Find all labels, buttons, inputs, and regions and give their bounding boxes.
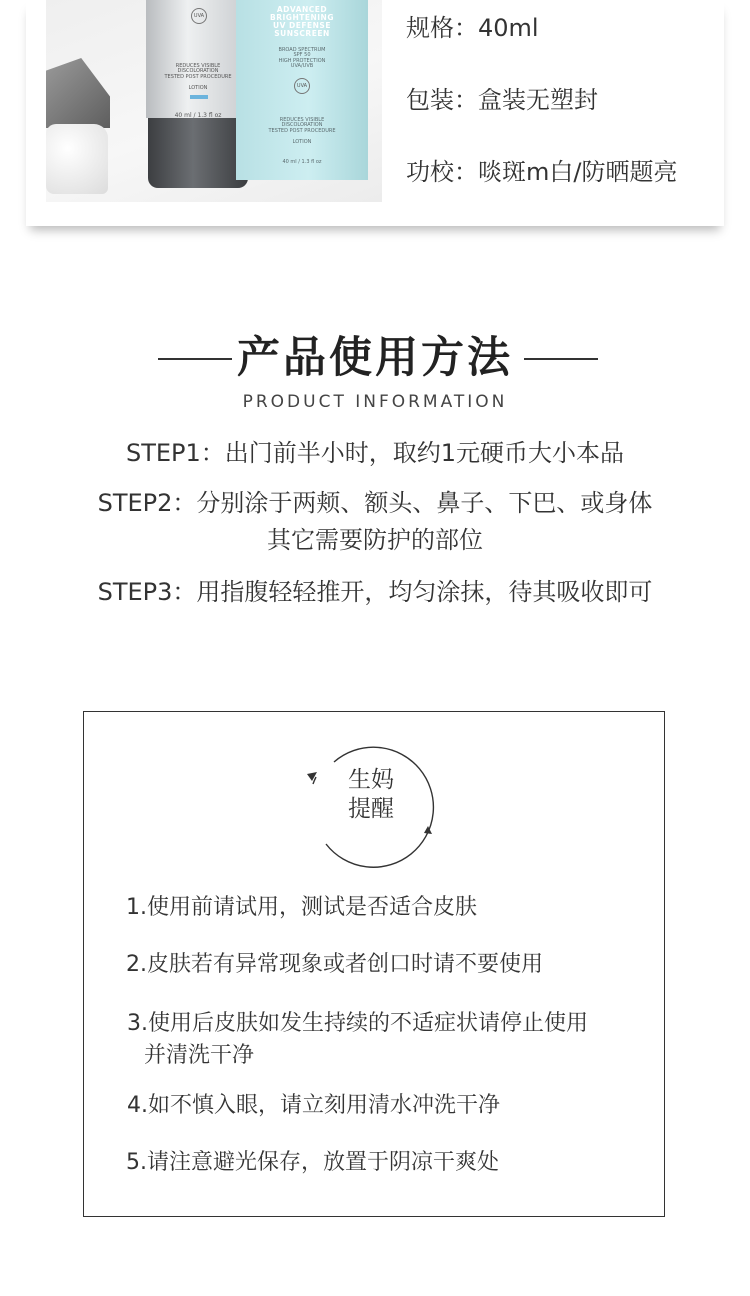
reminder-badge <box>304 734 438 868</box>
tip-1: 1.使用前请试用，测试是否适合皮肤 <box>126 895 477 920</box>
box-claim: REDUCES VISIBLE DISCOLORATION TESTED POST PROCEDURE <box>268 117 336 134</box>
decor-wedge <box>46 58 110 128</box>
spec-size: 规格：40ml <box>406 14 539 42</box>
tube-uva-badge: UVA <box>191 8 207 24</box>
spec-packaging: 包装：盒装无塑封 <box>406 86 598 114</box>
usage-subheading: PRODUCT INFORMATION <box>242 392 508 412</box>
tube-claim: REDUCES VISIBLE DISCOLORATION TESTED POST PROCEDURE <box>164 63 232 80</box>
decor-rock <box>46 124 108 194</box>
box-title: ADVANCED BRIGHTENING UV DEFENSE SUNSCREEN <box>270 5 334 38</box>
tip-5: 5.请注意避光保存，放置于阴凉干爽处 <box>126 1150 499 1175</box>
box-volume: 40 ml / 1.3 fl oz <box>282 159 322 165</box>
box-type: LOTION <box>292 139 312 145</box>
step-3: STEP3：用指腹轻轻推开，均匀涂抹，待其吸收即可 <box>97 578 653 606</box>
tube-type: LOTION <box>188 85 208 91</box>
reminder-box <box>83 711 665 1217</box>
box-spectrum: BROAD SPECTRUM SPF 50 HIGH PROTECTION UVA/UVB <box>278 47 326 69</box>
usage-heading-block <box>0 330 750 386</box>
product-card <box>26 0 724 226</box>
usage-heading: 产品使用方法 <box>237 333 513 383</box>
tip-2: 2.皮肤若有异常现象或者创口时请不要使用 <box>126 952 543 977</box>
tip-4: 4.如不慎入眼，请立刻用清水冲洗干净 <box>127 1093 500 1118</box>
step-2: STEP2：分别涂于两颊、额头、鼻子、下巴、或身体 <box>97 489 653 517</box>
box-uva-badge: UVA <box>294 78 310 94</box>
tube-cap <box>148 118 248 188</box>
tip-3: 3.使用后皮肤如发生持续的不适症状请停止使用 <box>127 1011 588 1036</box>
reminder-badge-line2: 提醒 <box>348 796 394 822</box>
reminder-badge-line1: 生妈 <box>348 767 394 793</box>
product-box <box>236 0 368 180</box>
tube-volume: 40 ml / 1.3 fl oz <box>174 112 222 119</box>
heading-rule-right <box>524 358 598 360</box>
tube-blue-tag <box>190 95 208 99</box>
spec-effect: 功校：啖斑m白/防晒题亮 <box>406 158 678 186</box>
tip-3-continued: 并清洗干净 <box>144 1043 255 1068</box>
product-photo <box>46 0 382 202</box>
step-2-continued: 其它需要防护的部位 <box>267 526 483 554</box>
step-1: STEP1：出门前半小时，取约1元硬币大小本品 <box>125 439 625 467</box>
product-tube <box>146 0 250 188</box>
